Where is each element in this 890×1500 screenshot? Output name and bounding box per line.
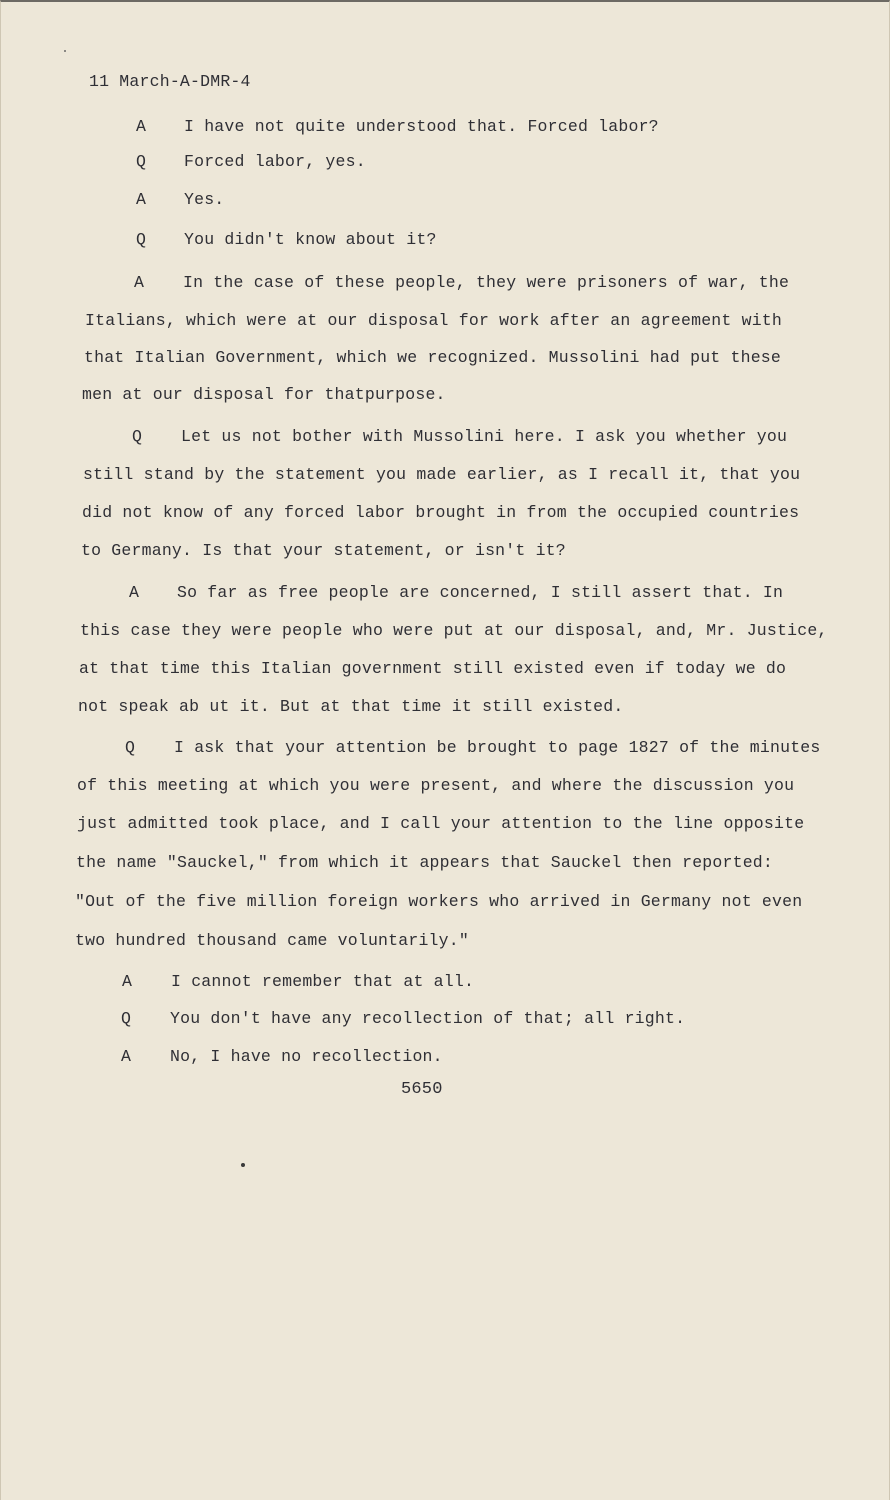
speaker-label: A	[129, 583, 140, 602]
entry-line: I cannot remember that at all.	[171, 972, 475, 991]
speaker-label: Q	[125, 738, 136, 757]
entry-line: Forced labor, yes.	[184, 152, 366, 171]
entry-line: that Italian Government, which we recognized. Mussolini had put these	[84, 348, 782, 367]
entry-line: the name "Sauckel," from which it appears that Sauckel then reported:	[76, 853, 774, 872]
entry-line: two hundred thousand came voluntarily."	[75, 931, 469, 950]
entry-line: to Germany. Is that your statement, or isn't it?	[81, 541, 566, 560]
speaker-label: A	[134, 273, 145, 292]
entry-line: Let us not bother with Mussolini here. I ask you whether you	[181, 427, 788, 446]
entry-line: Italians, which were at our disposal for work after an agreement with	[85, 311, 783, 330]
speaker-label: Q	[136, 152, 147, 171]
entry-line: I ask that your attention be brought to page 1827 of the minutes	[174, 738, 821, 757]
speaker-label: A	[122, 972, 133, 991]
entry-line: You didn't know about it?	[184, 230, 437, 249]
entry-line: So far as free people are concerned, I still assert that. In	[177, 583, 784, 602]
entry-line: of this meeting at which you were present, and where the discussion you	[77, 776, 795, 795]
entry-line: men at our disposal for thatpurpose.	[82, 385, 446, 404]
speaker-label: Q	[132, 427, 143, 446]
entry-line: at that time this Italian government still existed even if today we do	[79, 659, 787, 678]
entry-line: You don't have any recollection of that; all right.	[170, 1009, 686, 1028]
entry-line: In the case of these people, they were prisoners of war, the	[183, 273, 790, 292]
speaker-label: Q	[136, 230, 147, 249]
speaker-label: Q	[121, 1009, 132, 1028]
entry-line: just admitted took place, and I call your attention to the line opposite	[77, 814, 805, 833]
entry-line: I have not quite understood that. Forced labor?	[184, 117, 659, 136]
entry-line: "Out of the five million foreign workers who arrived in Germany not even	[75, 892, 803, 911]
entry-line: No, I have no recollection.	[170, 1047, 443, 1066]
speaker-label: A	[121, 1047, 132, 1066]
entry-line: not speak ab ut it. But at that time it still existed.	[78, 697, 624, 716]
entry-line: Yes.	[184, 190, 225, 209]
speaker-label: A	[136, 190, 147, 209]
speaker-label: A	[136, 117, 147, 136]
entry-line: still stand by the statement you made earlier, as I recall it, that you	[83, 465, 801, 484]
paper-speck	[64, 50, 66, 52]
entry-line: did not know of any forced labor brought in from the occupied countries	[82, 503, 800, 522]
paper-speck	[241, 1163, 245, 1167]
page-header: 11 March-A-DMR-4	[89, 72, 251, 91]
page-number: 5650	[401, 1080, 443, 1099]
entry-line: this case they were people who were put at our disposal, and, Mr. Justice,	[80, 621, 828, 640]
